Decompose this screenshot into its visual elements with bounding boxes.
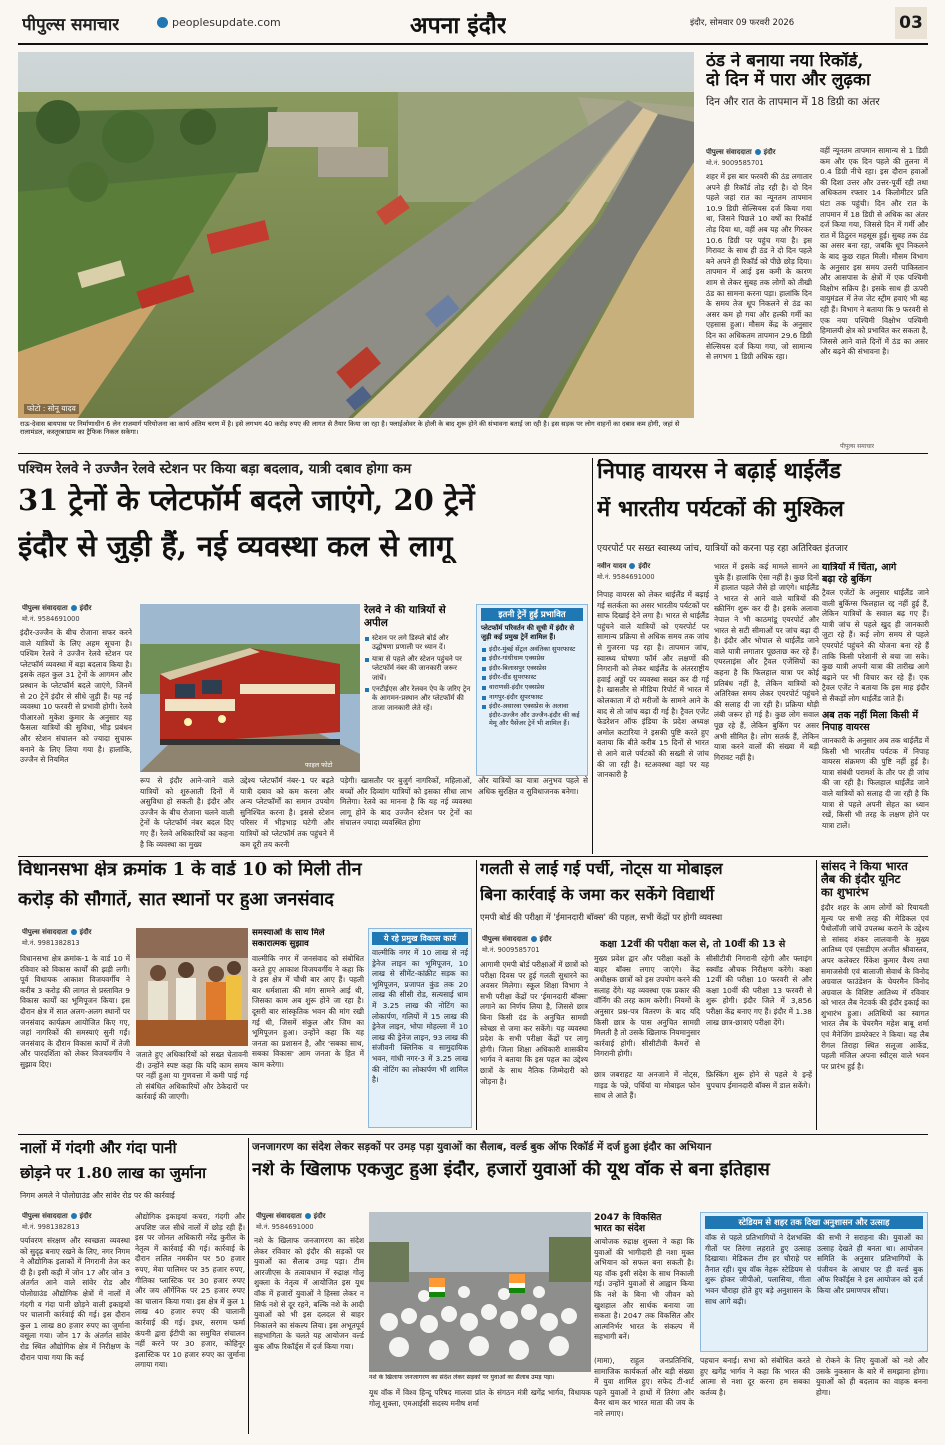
ward-byline-city: इंदौर <box>79 928 92 936</box>
ward-col-4: वाल्मीकि नगर में 10 लाख से नई ड्रेनेज लाइन का भूमिपूजन, 10 लाख से सीमेंट-कांक्रीट सड़क का भूमिपूजन, प्रजापत कुंड तक 20 लाख की सीसी रोड, सत्यसाई धाम में 3.25 लाख की नोटिंग का लोकार्पण, गलियों में 15 लाख की ड्रेनेज लाइन, भोपा मोहल्ला में 10 लाख की ड्रेनेज लाइन, 93 लाख की संजीवनी क्लिनिक व सामुदायिक भवन, गांधी नगर-3 में 3.25 लाख की नोटिंग का लोकार्पण भी शामिल है। <box>372 948 468 1085</box>
cold-byline-city: इंदौर <box>763 148 776 156</box>
rail-affected-intro: प्लेटफॉर्म परिवर्तन की सूची में इंदौर से जुड़ी कई प्रमुख ट्रेनें शामिल हैं। <box>481 624 575 641</box>
website-url: peoplesupdate.com <box>172 16 281 29</box>
nipah-side-head-1: यात्रियों में चिंता, आगे <box>822 562 897 573</box>
rail-col-3: उद्देश्य प्लेटफॉर्म नंबर-1 पर बढ़ते यात्री दबाव को कम करना और अन्य प्लेटफॉर्मों का समान उपयोग सुनिश्चित करना है। इससे स्टेशन परिसर में भीड़भाड़ घटेगी और यात्रियों को प्लेटफॉर्म तक पहुंचने में कम दूरी तय करनी <box>240 776 334 849</box>
exam-mobile: मो.नं. 9009585701 <box>482 946 540 954</box>
youth-side-head-2: भारत का संदेश <box>594 1223 646 1234</box>
exam-col-1: आगामी एमपी बोर्ड परीक्षाओं में छात्रों को परीक्षा दिवस पर हुई गलती सुधारने का अवसर मिलेगा। स्कूल शिक्षा विभाग ने सभी परीक्षा केंद्रों पर 'ईमानदारी बॉक्स' लगाने का निर्णय लिया है, जिससे छात्र बिना किसी दंड के अनुचित सामग्री स्वेच्छा से जमा कर सकेंगे। यह व्यवस्था प्रदेश के सभी परीक्षा केंद्रों पर लागू होगी। जिला शिक्षा अधिकारी शासकीय भार्गव ने बताया कि इस पहल का उद्देश्य छात्रों के साथ नैतिक जिम्मेदारी को जोड़ना है। <box>480 960 588 1086</box>
column-rule-2 <box>476 860 477 1130</box>
cold-headline-1: ठंड ने बनाया नया रिकॉर्ड, <box>706 52 864 71</box>
lab-headline-2: लैब की इंदौर यूनिट <box>821 871 901 886</box>
nipah-side-text-1: ट्रैवल एजेंटों के अनुसार थाईलैंड जाने वाली बुकिंग्स फिलहाल रद्द नहीं हुई हैं, लेकिन यात्रियों के सवाल बढ़ गए हैं। यात्री जांच से पहले खुद ही जानकारी जुटा रहे हैं। कई लोग समय से पहले एयरपोर्ट पहुंचने की योजना बना रहे हैं ताकि किसी परेशानी से बचा जा सके। कुछ यात्री अपनी यात्रा की तारीख आगे बढ़ाने पर भी विचार कर रहे हैं। एक ट्रैवल एजेंट ने बताया कि इस माह इंदौर से सैकड़ों लोग थाईलैंड जाते हैं। <box>822 588 929 703</box>
nipah-sidebar <box>822 562 929 854</box>
column-rule-4 <box>248 1138 249 1434</box>
rail-appeal-item: एनटीईएस और रेलवन ऐप के जरिए ट्रेन के आगमन-प्रस्थान और प्लेटफॉर्म की ताजा जानकारी लेते रहें। <box>364 685 472 713</box>
exam-col-2: मुख्य प्रवेश द्वार और परीक्षा कक्षों के बाहर बॉक्स लगाए जाएंगे। केंद्र अधीक्षक छात्रों को इस उपयोग करने की सलाह देंगे। यह व्यवस्था एक प्रकार की वॉर्निंग की तरह काम करेगी। नियमों के अनुसार प्रश्न-पत्र वितरण के बाद यदि किसी छात्र के पास अनुचित सामग्री मिलती है तो उसके खिलाफ नियमानुसार कार्रवाई होगी। सीसीटीवी कैमरों से निगरानी होगी। <box>594 954 700 1059</box>
rail-kicker: पश्चिम रेलवे ने उज्जैन रेलवे स्टेशन पर किया बड़ा बदलाव, यात्री दबाव होगा कम <box>18 461 412 477</box>
youth-col-3: (मामा), राहुल जनप्रतिनिधि, सामाजिक कार्यकर्ता और बड़ी संख्या में युवा शामिल हुए। सफेद टी-शर्ट पहने युवाओं ने हाथों में तिरंगा और बैनर थाम कर भारत माता की जय के नारे लगाए। <box>594 1356 694 1418</box>
ward-box <box>368 928 472 1128</box>
rail-byline-name: पीपुल्स संवाददाता <box>22 604 68 612</box>
youth-side <box>594 1212 694 1352</box>
rail-affected-item: इंदौर-असारवा एक्सप्रेस के अलावा इंदौर-उज्जैन और उज्जैन-इंदौर की कई मेमू और पैसेंजर ट्रेनें भी शामिल हैं। <box>481 702 583 728</box>
youth-kicker: जनजागरण का संदेश लेकर सड़कों पर उमड़ पड़ा युवाओं का सैलाब, वर्ल्ड बुक ऑफ रिकॉर्ड में दर्ज हुआ इंदौर का अभियान <box>252 1141 712 1153</box>
cold-col-1: शहर में इस बार फरवरी की ठंड लगातार अपने ही रिकॉर्ड तोड़ रही है। दो दिन पहले जहां रात का न्यूनतम तापमान 10.9 डिग्री सेल्सियस दर्ज किया गया था, जिसने पिछले 10 वर्षों का रिकॉर्ड तोड़ दिया था, वहीं अब यह और गिरकर 10.6 डिग्री पर पहुंच गया है। इस गिरावट के साथ ही ठंड ने दो दिन पहले बने अपने ही रिकॉर्ड को पीछे छोड़ दिया। तापमान में आई इस कमी के कारण शाम से लेकर सुबह तक लोगों को तीखी ठंड का सामना करना पड़ा। हालांकि दिन के समय तेज धूप निकलने से ठंड का असर कम हो गया और हल्की गर्मी का एहसास हुआ। मौसम केंद्र के अनुसार दिन का अधिकतम तापमान 29.6 डिग्री सेल्सियस दर्ज किया गया, जो सामान्य से लगभग 1 डिग्री अधिक रहा। <box>706 172 812 362</box>
youth-box-title: स्टेडियम से शहर तक दिखा अनुशासन और उत्साह <box>705 1216 923 1229</box>
nipah-subhead: एयरपोर्ट पर सख्त स्वास्थ्य जांच, यात्रियों को करना पड़ रहा अतिरिक्त इंतजार <box>597 543 848 554</box>
youth-byline <box>256 1212 366 1231</box>
ward-mobile: मो.नं. 9981382813 <box>22 939 80 947</box>
drain-subhead: निगम अमले ने पोलोग्राउंड और सांवेर रोड पर की कार्रवाई <box>20 1191 175 1200</box>
youth-byline-name: पीपुल्स संवाददाता <box>256 1212 302 1220</box>
nipah-side-head-4: निपाह वायरस <box>822 722 870 733</box>
page-number: 03 <box>895 7 927 39</box>
rail-col-1: इंदौर-उज्जैन के बीच रोजाना सफर करने वाले यात्रियों के लिए अहम सूचना है। पश्चिम रेलवे ने उज्जैन रेलवे स्टेशन पर प्लेटफॉर्म व्यवस्था में बड़ा बदलाव किया है। इसके तहत कुल 31 ट्रेनों के आगमन और प्रस्थान के प्लेटफॉर्म बदले जाएंगे, जिनमें से 20 ट्रेनें इंदौर से सीधे जुड़ी हैं। यह नई व्यवस्था 10 फरवरी से प्रभावी होगी। रेलवे पीआरओ मुकेश कुमार के अनुसार यह फैसला यात्रियों की सुविधा, भीड़ प्रबंधन और स्टेशन संचालन को ज्यादा सुचारू बनाने के लिए लिया गया है। हालांकि, उज्जैन से नियमित <box>20 628 132 765</box>
section-rule-3 <box>18 1134 928 1135</box>
rail-col-2: रूप से इंदौर आने-जाने वाले यात्रियों को शुरुआती दिनों में असुविधा हो सकती है। इंदौर और उज्जैन के बीच रोजाना चलने वाली ट्रेनों के प्लेटफॉर्म नंबर बदल दिए गए हैं। रेलवे अधिकारियों का कहना है कि व्यवस्था का मुख्य <box>140 776 234 849</box>
ward-mid-head-2: सकारात्मक सुझाव <box>252 939 309 949</box>
masthead <box>0 0 945 50</box>
paper-name: पीपुल्स समाचार <box>22 15 120 35</box>
globe-icon <box>157 17 168 28</box>
byline-dot-icon <box>629 563 635 569</box>
nipah-byline <box>597 562 709 581</box>
drain-byline-name: पीपुल्स संवाददाता <box>22 1212 68 1220</box>
column-rule-3 <box>816 860 817 1130</box>
section-rule-2 <box>18 856 928 857</box>
exam-col-3: सीसीटीवी निगरानी रहेगी और फ्लाइंग स्क्वॉड औचक निरीक्षण करेंगे। कक्षा 12वीं की परीक्षा 10 फरवरी से और कक्षा 10वीं की परीक्षा 13 फरवरी से शुरू होगी। इंदौर जिले में 3,856 परीक्षा केंद्र बनाए गए हैं। इंदौर में 1.38 लाख छात्र-छात्राएं परीक्षा देंगे। <box>706 954 812 1027</box>
dateline: इंदौर, सोमवार 09 फरवरी 2026 <box>690 18 795 28</box>
youth-mobile: मो.नं. 9584691000 <box>256 1223 314 1231</box>
lab-text: इंदौर शहर के आम लोगों को रियायती मूल्य पर सभी तरह की मेडिकल एवं पैथोलॉजी जांचें उपलब्ध कराने के उद्देश्य से सांसद शंकर लालवानी के मुख्य आतिथ्य एवं एसडीएम अजीत श्रीवास्तव, अपर कलेक्टर रिंकेश कुमार वैश्य तथा समाजसेवी एवं बालाजी सेवार्थ के विनोद अग्रवाल फाउंडेशन के चेयरमैन विनोद अग्रवाल के विशिष्ट आतिथ्य में रविवार को भारत लैब नेटवर्क की इंदौर इकाई का शुभारंभ हुआ। अतिथियों का स्वागत भारत लैब के चेयरमैन महेश बाबू शर्मा एवं मैनेजिंग डायरेक्टर ने किया। यह लैब रीगल तिराहा स्थित सलूजा आर्केड, पहली मंजिल अपना स्वीट्स वाले भवन पर प्रारंभ हुई है। <box>821 902 929 1071</box>
byline-dot-icon <box>531 936 537 942</box>
drain-byline-city: इंदौर <box>79 1212 92 1220</box>
drain-headline-1: नालों में गंदगी और गंदा पानी <box>20 1140 177 1157</box>
rail-affected-item: इंदौर-गांधीधाम एक्सप्रेस <box>481 654 583 663</box>
drain-headline-2: छोड़ने पर 1.80 लाख का जुर्माना <box>20 1165 206 1182</box>
rail-affected-item: इंदौर-मुंबई सेंट्रल अवंतिका सुपरफास्ट <box>481 645 583 654</box>
rail-appeal-list <box>364 634 472 713</box>
train-photo <box>140 604 360 772</box>
nipah-side-text-2: जानकारी के अनुसार अब तक थाईलैंड में किसी भी भारतीय पर्यटक में निपाह वायरस संक्रमण की पुष्टि नहीं हुई है। यात्रा संबंधी परामर्श के तौर पर ही जांच की जा रही है। फिलहाल थाईलैंड जाने वाले यात्रियों को सलाह दी जा रही है कि यात्रा से पहले अपनी सेहत का ध्यान रखें, किसी भी तरह के लक्षण होने पर यात्रा टालें। <box>822 736 929 830</box>
rail-affected-item: वाराणसी-इंदौर एक्सप्रेस <box>481 683 583 692</box>
cold-source: पीपुल्स समाचार <box>840 443 875 450</box>
ward-col-1: विधानसभा क्षेत्र क्रमांक-1 के वार्ड 10 में रविवार को विकास कार्यों की झड़ी लगी। पूर्व विधायक आकाश विजयवर्गीय ने करीब 3 करोड़ की लागत से प्रस्तावित 9 विकास कार्यों का भूमिपूजन किया। इस दौरान क्षेत्र में सात अलग-अलग स्थानों पर जनसंवाद कार्यक्रम आयोजित किए गए, जहां नागरिकों की समस्याएं सुनी गईं। जनसंवाद के दौरान विकास कार्यों में तेजी और पारदर्शिता को लेकर विजयवर्गीय ने सुझाव दिए। <box>20 954 130 1069</box>
lab-headline-1: सांसद ने किया भारत <box>821 860 908 873</box>
youth-photo-caption: नशे के खिलाफ जनजागरण का संदेश लेकर सड़कों पर युवाओं का सैलाब उमड़ पड़ा। <box>369 1374 555 1381</box>
rail-affected-title: इतनी ट्रेनें हुईं प्रभावित <box>481 608 583 621</box>
youth-col-2: यूथ वॉक में विश्व हिन्दू परिषद मालवा प्रांत के संगठन मंत्री खगेंद्र भार्गव, विधायक गोलू शुक्ला, एमआईसी सदस्य मनीष शर्मा <box>369 1388 591 1408</box>
ward-headline-1: विधानसभा क्षेत्र क्रमांक 1 के वार्ड 10 को मिली तीन <box>18 860 362 880</box>
youth-foot-1: पहचान बनाई। सभा को संबोधित करते हुए खगेंद्र भार्गव ने कहा कि भारत की आत्मा से नशा दूर करना हम सबका कर्तव्य है। <box>700 1356 810 1397</box>
train-photo-credit: फाइल फोटो <box>305 761 333 769</box>
rail-appeal-item: यात्रा से पहले और स्टेशन पहुंचने पर प्लेटफॉर्म नंबर की जानकारी जरूर जांचें। <box>364 655 472 683</box>
rail-affected-list <box>481 645 583 728</box>
drain-byline <box>22 1212 132 1231</box>
youth-walk-photo <box>369 1212 591 1372</box>
exam-byline-city: इंदौर <box>539 935 552 943</box>
nipah-col-2: भारत में इसके कई मामले सामने आ चुके हैं। हालांकि ऐसा नहीं है। कुछ दिनों में हालात पहले जैसे हो जाएंगे। थाईलैंड ने भारत से आने वाले यात्रियों की स्क्रीनिंग शुरू कर दी है। इसके अलावा नेपाल ने भी काठमांडू एयरपोर्ट और भारत से सटी सीमाओं पर जांच बढ़ा दी है। इंदौर और भोपाल से थाईलैंड जाने वाले यात्री लगातार पूछताछ कर रहे हैं। एयरलाइंस और ट्रैवल एजेंसियों का कहना है कि फिलहाल यात्रा पर कोई प्रतिबंध नहीं है, लेकिन यात्रियों को अतिरिक्त समय लेकर एयरपोर्ट पहुंचने की सलाह दी जा रही है। प्रक्रिया थोड़ी लंबी जरूर हो गई है। कुछ लोग सवाल पूछ रहे हैं, लेकिन बुकिंग पर असर अभी सीमित है। लोग सतर्क हैं, लेकिन यात्रा करने वालों की संख्या में बड़ी गिरावट नहीं है। <box>714 562 819 762</box>
rail-headline-1: 31 ट्रेनों के प्लेटफॉर्म बदले जाएंगे, 20 ट्रेनें <box>18 484 475 517</box>
nipah-mobile: मो.नं. 9584691000 <box>597 573 655 581</box>
ward-box-title: ये रहे प्रमुख विकास कार्य <box>372 932 468 945</box>
nipah-byline-name: नवीन यादव <box>597 562 627 570</box>
nipah-side-head-3: अब तक नहीं मिला किसी में <box>822 710 919 721</box>
rail-affected-item: इंदौर-बिलासपुर एक्सप्रेस <box>481 664 583 673</box>
ward-byline-name: पीपुल्स संवाददाता <box>22 928 68 936</box>
youth-col-1: नशे के खिलाफ जनजागरण का संदेश लेकर रविवार को इंदौर की सड़कों पर युवाओं का सैलाब उमड़ पड़ा। टीम आरजीएस के तत्वावधान में रुद्राक्ष गोलू शुक्ला के नेतृत्व में आयोजित इस यूथ वॉक में हजारों युवाओं ने हिस्सा लेकर न सिर्फ नशे से दूर रहने, बल्कि नशे के आदी युवाओं को भी इस दलदल से बाहर निकालने का संकल्प लिया। इस अभूतपूर्व सहभागिता के चलते यह आयोजन वर्ल्ड बुक ऑफ रिकॉर्ड्स में दर्ज किया गया। <box>254 1236 364 1351</box>
exam-byline <box>482 935 592 954</box>
youth-box-col-2: की सभी ने सराहना की। युवाओं का उत्साह देखते ही बनता था। आयोजन समिति के अनुसार प्रतिभागियों के पंजीयन के आधार पर ही वर्ल्ड बुक ऑफ रिकॉर्ड्स ने इस आयोजन को दर्ज किया और प्रमाणपत्र सौंपा। <box>817 1233 923 1295</box>
ward-mid-head-1: समस्याओं के साथ मिले <box>252 928 325 938</box>
cold-headline-2: दो दिन में पारा और लुढ़का <box>706 70 871 91</box>
nipah-col-1: निपाह वायरस को लेकर थाईलैंड में बढ़ाई गई सतर्कता का असर भारतीय पर्यटकों पर साफ दिखाई देने लगा है। भारत से थाईलैंड पहुंचने वाले यात्रियों को एयरपोर्ट पर सामान्य प्रक्रिया से अधिक समय तक जांच से गुजरना पड़ रहा है। तापमान जांच, स्वास्थ्य घोषणा फॉर्म और लक्षणों की निगरानी को लेकर थाईलैंड के अंतरराष्ट्रीय हवाई अड्डों पर व्यवस्था सख्त कर दी गई है। खासतौर से मीडिया रिपोर्ट में भारत में कोलकाता में दो मरीजों के सामने आने के बाद से तो जांच बढ़ा दी गई है। ट्रैवल एजेंट फेडरेशन ऑफ इंडिया के प्रदेश अध्यक्ष अमोल कटारिया ने इसकी पुष्टि करते हुए बताया कि बीते करीब 15 दिनों से भारत से आने वाले पर्यटकों की सख्ती से जांच की जा रही है। स्टअवस्था वहां पर यह जानकारी है <box>597 590 709 780</box>
rail-byline <box>22 604 132 623</box>
byline-dot-icon <box>71 605 77 611</box>
nipah-byline-city: इंदौर <box>638 562 651 570</box>
cold-byline <box>706 148 811 167</box>
cold-col-2: वहीं न्यूनतम तापमान सामान्य से 1 डिग्री कम और एक दिन पहले की तुलना में 0.4 डिग्री नीचे रहा। इस दौरान हवाओं की दिशा उत्तर और उत्तर-पूर्वी रही तथा अधिकतम रफ्तार 14 किलोमीटर प्रति घंटा तक पहुंची। दिन और रात के तापमान में 18 डिग्री से अधिक का अंतर दर्ज किया गया, जिससे दिन में गर्मी और रात में ठिठुरन महसूस हुई। सुबह तक ठंड का असर बना रहा, जबकि धूप निकलने के बाद कुछ राहत मिली। मौसम विभाग के अनुसार इस समय उत्तरी पाकिस्तान और आसपास के क्षेत्रों में एक पश्चिमी विक्षोभ सक्रिय है। इसके साथ ही ऊपरी वायुमंडल में तेज जेट स्ट्रीम हवाएं भी बह रही हैं। विभाग ने बताया कि 9 फरवरी से एक नया पश्चिमी विक्षोभ पश्चिमी हिमालयी क्षेत्र को प्रभावित कर सकता है, जिससे आने वाले दिनों में ठंड का असर और बढ़ने की संभावना है। <box>820 146 928 357</box>
rail-appeal-title: रेलवे ने की यात्रियों से अपील <box>364 604 446 629</box>
drain-mobile: मो.नं. 9981382813 <box>22 1223 80 1231</box>
exam-col-5: फ्रिस्किंग शुरू होने से पहले ये इन्हें चुपचाप ईमानदारी बॉक्स में डाल सकेंगे। <box>706 1070 812 1090</box>
youth-box-col-1: वॉक से पहले प्रतिभागियों ने देशभक्ति गीतों पर तिरंगा लहराते हुए उत्साह दिखाया। मेडिकल टीम हर चौराहे पर तैनात रही। यूथ वॉक नेहरू स्टेडियम से शुरू होकर जीपीओ, पलासिया, गीता भवन चौराहा होते हुए बड़े अनुशासन के साथ आगे बढ़ी। <box>705 1233 811 1306</box>
section-title: अपना इंदौर <box>410 12 507 39</box>
cold-byline-name: पीपुल्स संवाददाता <box>706 148 752 156</box>
section-rule-1 <box>18 453 928 454</box>
cold-subhead: दिन और रात के तापमान में 18 डिग्री का अंतर <box>706 96 880 109</box>
byline-dot-icon <box>71 929 77 935</box>
rail-affected-item: नागपुर-इंदौर सुपरफास्ट <box>481 693 583 702</box>
ward-mid <box>252 928 364 1128</box>
photo-credit: फोटो : सोनू यादव <box>24 404 79 414</box>
lab-headline-3: का शुभारंभ <box>821 884 869 899</box>
nipah-headline-1: निपाह वायरस ने बढ़ाई थाईलैंड <box>597 459 841 484</box>
nipah-headline-2: में भारतीय पर्यटकों की मुश्किल <box>597 497 844 522</box>
youth-box <box>700 1212 928 1352</box>
youth-side-text: आयोजक रुद्राक्ष शुक्ला ने कहा कि युवाओं की भागीदारी ही नशा मुक्त अभियान को सफल बना सकती है। यह वॉक इसी संदेश के साथ निकाली गई। उन्होंने युवाओं से आह्वान किया कि नशे के बिना भी जीवन को खुशहाल और सार्थक बनाया जा सकता है। 2047 तक विकसित और आत्मनिर्भर भारत के संकल्प में सहभागी बनें। <box>594 1237 694 1342</box>
byline-dot-icon <box>71 1213 77 1219</box>
youth-side-head-1: 2047 के विकसित <box>594 1212 662 1223</box>
rail-mobile: मो.नं. 9584691000 <box>22 615 80 623</box>
cold-mobile: मो.नं. 9009585701 <box>706 159 764 167</box>
exam-subhead: एमपी बोर्ड की परीक्षा में 'ईमानदारी बॉक्स' की पहल, सभी केंद्रों पर होगी व्यवस्था <box>480 912 723 922</box>
exam-headline-1: गलती से लाई गई पर्ची, नोट्स या मोबाइल <box>480 860 723 878</box>
rail-affected-item: इंदौर-दौंड सुपरफास्ट <box>481 673 583 682</box>
exam-headline-2: बिना कार्रवाई के जमा कर सकेंगे विद्यार्थी <box>480 886 715 904</box>
column-rule-1 <box>592 458 593 854</box>
highway-photo <box>18 52 694 418</box>
byline-dot-icon <box>755 149 761 155</box>
ward-col-2: जताते हुए अधिकारियों को सख्त चेतावनी दी। उन्होंने स्पष्ट कहा कि यदि काम समय पर नहीं हुआ या गुणवत्ता में कमी पाई गई तो संबंधित अधिकारियों और ठेकेदारों पर कार्रवाई की जाएगी। <box>136 1050 248 1102</box>
nipah-side-head-2: बढ़ा रहे बुकिंग <box>822 574 872 585</box>
rail-appeal-item: स्टेशन पर लगे डिस्प्ले बोर्ड और उद्घोषणा प्रणाली पर ध्यान दें। <box>364 634 472 653</box>
ward-col-3: वाल्मीकि नगर में जनसंवाद को संबोधित करते हुए आकाश विजयवर्गीय ने कहा कि वे इस क्षेत्र में चौथी बार आए हैं। पहली बार धर्मशाला की मांग सामने आई थी, जिसका काम अब शुरू होने जा रहा है। दूसरी बार सांस्कृतिक भवन की मांग रखी गई थी, जिसमें संकुल और जिम का भूमिपूजन हुआ। उन्होंने कहा कि यह जनता का प्रशासन है, और 'सबका साथ, सबका विकास' आम जनता के हित में काम करेगा। <box>252 954 364 1069</box>
rail-headline-2: इंदौर से जुड़ी हैं, नई व्यवस्था कल से लागू <box>18 530 453 563</box>
lab-story <box>821 860 929 1132</box>
ward-photo <box>136 928 248 1046</box>
youth-headline: नशे के खिलाफ एकजुट हुआ इंदौर, हजारों युवाओं की यूथ वॉक से बना इतिहास <box>252 1160 770 1180</box>
exam-subhead-2: कक्षा 12वीं की परीक्षा कल से, तो 10वीं की 13 से <box>600 939 786 950</box>
exam-col-4: छात्र जबराहट या अनजाने में नोट्स, गाइड के पन्ने, पर्चियां या मोबाइल फोन साथ ले आते हैं। <box>594 1070 700 1101</box>
masthead-rule <box>18 43 928 45</box>
rail-col-5: और यात्रियों का यात्रा अनुभव पहले से अधिक सुरक्षित व सुविधाजनक बनेगा। <box>478 776 588 796</box>
byline-dot-icon <box>305 1213 311 1219</box>
rail-byline-city: इंदौर <box>79 604 92 612</box>
rail-appeal-box <box>364 604 472 776</box>
rail-col-4: पड़ेगी। खासतौर पर बुजुर्ग नागरिकों, महिलाओं, बच्चों और दिव्यांग यात्रियों को इसका सीधा लाभ मिलेगा। रेलवे का मानना है कि यह नई व्यवस्था लागू होने के बाद उज्जैन स्टेशन पर ट्रेनों का संचालन ज्यादा व्यवस्थित होगा <box>340 776 472 828</box>
ward-byline <box>22 928 132 947</box>
rail-affected-box <box>476 604 588 776</box>
drain-col-2: औद्योगिक इकाइयां कचरा, गंदगी और अपशिष्ट जल सीधे नालों में छोड़ रही हैं। इस पर जोनल अधिकारी नरेंद्र कुरील के नेतृत्व में कार्रवाई की गई। कार्रवाई के दौरान ललित नमकीन पर 50 हजार रुपए, मेवा पालिमर पर 35 हजार रुपए, गीतिका प्लास्टिक पर 30 हजार रुपए और जय ऑर्गेनिक पर 25 हजार रुपए का चालान किया गया। इस क्षेत्र में कुल 1 लाख 40 हजार रुपए की चालानी कार्रवाई की गई। इधर, सरगम फर्मा कंपनी द्वारा ईटीपी का समुचित संचालन नहीं करने पर 30 हजार, कोहिनूर इलास्टिक पर 10 हजार रुपए का जुर्माना लगाया गया। <box>135 1212 245 1370</box>
youth-byline-city: इंदौर <box>313 1212 326 1220</box>
ward-headline-2: करोड़ की सौगातें, सात स्थानों पर हुआ जनसंवाद <box>18 890 334 910</box>
photo-caption: राऊ-देवास बायपास पर निर्माणाधीन 6 लेन राजमार्ग परियोजना का कार्य अंतिम चरण में है। इसे लगभग 40 करोड़ रुपए की लागत से तैयार किया जा रहा है। फ्लाईओवर के होली के बाद शुरू होने की संभावना बताई जा रही है। इस सड़क पर लोग वाहनों का दबाव कम होगी, जहां से रालामंडल, कस्तूरबाग्राम का ट्रैफिक निकल सकेगा। <box>20 420 680 437</box>
drain-col-1: पर्यावरण संरक्षण और स्वच्छता व्यवस्था को सुदृढ़ बनाए रखने के लिए, नगर निगम ने औद्योगिक इलाकों में निगरानी तेज कर दी है। इसी कड़ी में जोन 17 और जोन 3 अंतर्गत आने वाले सांवेर रोड और पोलोग्राउंड औद्योगिक क्षेत्रों में नालों में गंदगी व गंदा पानी छोड़ने वाली इकाइयों पर चालानी कार्रवाई की गई। इस दौरान कुल 1 लाख 80 हजार रुपए का जुर्माना वसूला गया। जोन 17 के अंतर्गत सांवेर रोड स्थित औद्योगिक क्षेत्र में निरीक्षण के दौरान पाया गया कि कई <box>20 1236 130 1362</box>
exam-byline-name: पीपुल्स संवाददाता <box>482 935 528 943</box>
youth-foot-2: से रोकने के लिए युवाओं को नशे और उसके नुकसान के बारे में समझाना होगा। युवाओं को ही बदलाव का वाहक बनना होगा। <box>816 1356 928 1397</box>
